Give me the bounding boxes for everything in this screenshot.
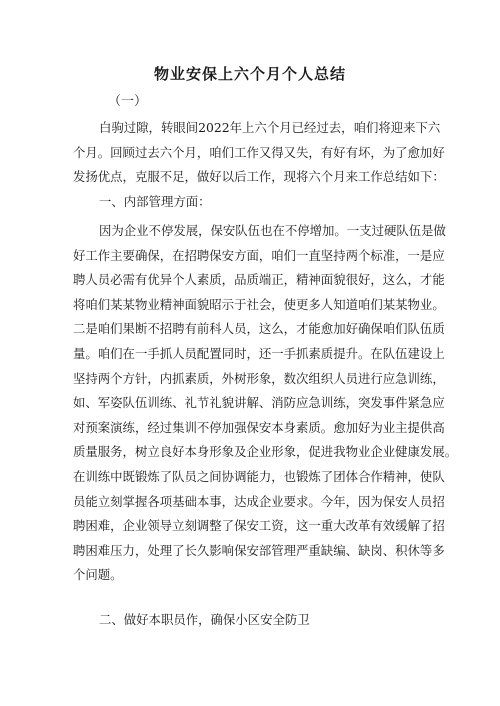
paragraph-line: 对预案演练，经过集训不停加强保安本身素质。愈加好为业主提供高 (73, 419, 445, 435)
document-subtitle: （一） (108, 94, 148, 109)
intro-line: 白驹过隙，转眼间2022年上六个月已经过去，咱们将迎来下六 (99, 120, 441, 135)
paragraph-line: 聘人员必需有优异个人素质，品质端正，精神面貌很好，这么，才能 (73, 272, 445, 288)
paragraph-line: 如、军姿队伍训练、礼节礼貌讲解、消防应急训练，突发事件紧急应 (73, 395, 445, 411)
paragraph-line: 个问题。 (73, 567, 123, 583)
intro-line: 个月。回顾过去六个月，咱们工作又得又失，有好有坏，为了愈加好 (73, 144, 445, 160)
intro-line: 发扬优点，克服不足，做好以后工作，现将六个月来工作总结如下： (73, 169, 445, 185)
paragraph-line: 聘困难，企业领导立刻调整了保安工资，这一重大改革有效缓解了招 (73, 518, 445, 534)
section-heading-internal-management: 一、内部管理方面： (99, 194, 211, 209)
intro-paragraph (73, 116, 445, 190)
paragraph-line: 员能立刻掌握各项基础本事，达成企业要求。今年，因为保安人员招 (73, 493, 445, 509)
paragraph-line: 二是咱们果断不招聘有前科人员，这么，才能愈加好确保咱们队伍质 (73, 321, 445, 337)
paragraph-line: 量。咱们在一手抓人员配置同时，还一手抓素质提升。在队伍建设上 (73, 345, 445, 361)
paragraph-line: 聘困难压力，处理了长久影响保安部管理严重缺编、缺岗、积休等多 (73, 542, 445, 558)
section-heading-duty: 二、做好本职员作，确保小区安全防卫 (99, 612, 310, 627)
paragraph-line: 质量服务，树立良好本身形象及企业形象，促进我物业企业健康发展。 (73, 444, 458, 460)
paragraph-line: 坚持两个方针，内抓素质，外树形象，数次组织人员进行应急训练， (73, 370, 445, 386)
document-title: 物业安保上六个月个人总结 (153, 65, 346, 83)
paragraph-line: 将咱们某某物业精神面貌昭示于社会，使更多人知道咱们某某物业。 (73, 296, 445, 312)
paragraph-line: 好工作主要确保，在招聘保安方面，咱们一直坚持两个标准，一是应 (73, 247, 445, 263)
internal-management-paragraph (73, 219, 458, 588)
paragraph-line: 因为企业不停发展，保安队伍也在不停增加。一支过硬队伍是做 (99, 223, 446, 238)
paragraph-line: 在训练中既锻炼了队员之间协调能力，也锻炼了团体合作精神，使队 (73, 468, 445, 484)
